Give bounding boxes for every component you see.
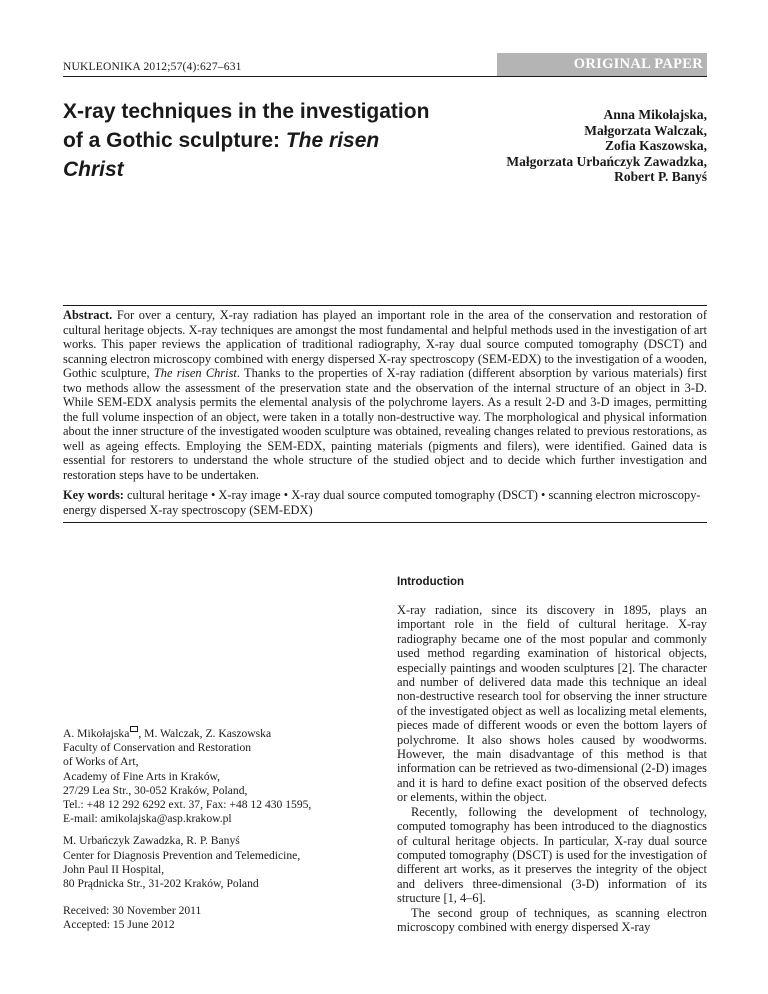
author-name: Małgorzata Walczak, (584, 122, 707, 138)
abstract-label: Abstract. (63, 308, 113, 322)
keywords-text: cultural heritage • X-ray image • X-ray dual source computed tomography (DSCT) • scanning electron microscopy-energy dispersed X-ray spectroscopy (SEM-EDX) (63, 488, 701, 517)
affiliation-line: Center for Diagnosis Prevention and Telemedicine, (63, 848, 301, 862)
author-name: Zofia Kaszowska, (604, 138, 707, 153)
affiliation-line: 80 Prądnicka Str., 31-202 Kraków, Poland (63, 877, 259, 891)
affiliation-line: Faculty of Conservation and Restoration (63, 741, 252, 755)
abstract (63, 308, 707, 482)
introduction-heading: Introduction (397, 576, 465, 588)
affiliations (63, 727, 373, 899)
paragraph: Recently, following the development of technology, computed tomography has been introduced to the diagnostics of cultural heritage objects. In particular, X-ray dual source computed tomography (DSCT) is used for the investigation of different art works, as it preserves the integrity of the object and delivers three-dimensional (3-D) information of its structure [1, 4–6]. (397, 804, 707, 906)
abstract-text-part-1: For over a century, X-ray radiation has played an important role in the area of the conservation and restoration of cultural heritage objects. X-ray techniques are amongst the most fundamental and helpful methods used in the investigation of art works. This paper reviews the application of traditional radiography, X-ray dual source computed tomography (DSCT) and scanning electron microscopy combined with energy dispersed X-ray spectroscopy (SEM-EDX) to the investigation of a wooden, Gothic sculpture, (63, 308, 707, 380)
author-name: Robert P. Banyś (614, 169, 707, 184)
affiliation-1 (63, 727, 373, 826)
accepted-date: Accepted: 15 June 2012 (63, 918, 175, 932)
title-line-2-prefix: of a Gothic sculpture: (63, 129, 286, 152)
author-name: Anna Mikołajska, (603, 107, 707, 122)
affiliation-authors (63, 727, 373, 741)
paper-type-label: ORIGINAL PAPER (573, 56, 703, 72)
keywords-label: Key words: (63, 488, 124, 502)
paragraph: X-ray radiation, since its discovery in 1895, plays an important role in the field of cultural heritage. X-ray radiography became one of the most popular and commonly used method regarding examination of historical objects, especially paintings and wooden sculptures [2]. The character and number of delivered data made this technique an ideal non-destructive research tool for observing the inner structure of the investigated object as well as localizing metal elements, pieces made of different woods or even the bottom layers of polychrome. It also shows holes caused by woodworms. However, the main disadvantage of this method is that information can be retrieved as two-dimensional (2-D) images and it is hard to define exact position of the observed defects or elements, within the object. (397, 603, 707, 805)
title-italic-part: The risen Christ (63, 129, 380, 181)
email-address: E-mail: amikolajska@asp.krakow.pl (63, 812, 232, 826)
paper-title (63, 97, 443, 184)
header-divider (63, 76, 707, 77)
author-list (506, 107, 707, 185)
corresponding-author: A. Mikołajska (63, 727, 130, 740)
envelope-icon (130, 726, 138, 732)
keywords-divider (63, 522, 707, 523)
co-authors: , M. Walczak, Z. Kaszowska (138, 727, 272, 740)
affiliation-line: Academy of Fine Arts in Kraków, (63, 769, 221, 783)
affiliation-authors: M. Urbańczyk Zawadzka, R. P. Banyś (63, 834, 240, 848)
keywords (63, 488, 707, 517)
journal-reference: NUKLEONIKA 2012;57(4):627–631 (63, 61, 242, 73)
paragraph: The second group of techniques, as scanning electron microscopy combined with energy dispersed X-ray (397, 905, 707, 934)
author-name: Małgorzata Urbańczyk Zawadzka, (506, 153, 707, 169)
affiliation-line: 27/29 Lea Str., 30-052 Kraków, Poland, (63, 783, 248, 797)
title-line-1: X-ray techniques in the investigation (63, 100, 430, 123)
affiliation-line: Tel.: +48 12 292 6292 ext. 37, Fax: +48 12 430 1595, (63, 798, 312, 812)
received-date: Received: 30 November 2011 (63, 904, 202, 917)
affiliation-line: John Paul II Hospital, (63, 862, 165, 876)
submission-dates (63, 904, 201, 933)
paper-type-badge (497, 53, 707, 76)
abstract-italic-title: The risen Christ (153, 366, 237, 380)
affiliation-2 (63, 834, 373, 891)
title-line-2 (63, 126, 443, 184)
abstract-text-part-2: . Thanks to the properties of X-ray radiation (different absorption by various materials) first two methods allow the assessment of the preservation state and the observation of the internal structure of an object in 3-D. While SEM-EDX analysis permits the elemental analysis of the polychrome layers. As a result 2-D and 3-D images, permitting the full volume inspection of an object, were taken in a totally non-destructive way. The morphological and physical information about the inner structure of the investigated wooden sculpture was obtained, revealing changes related to previous restorations, as well as ageing effects. Employing the SEM-EDX, painting materials (pigments and filers), were identified. Gained data is essential for restorers to understand the whole structure of the studied object and to decide which further investigation and restoration steps have to be undertaken. (63, 366, 707, 482)
affiliation-line: of Works of Art, (63, 755, 139, 769)
abstract-divider (63, 305, 707, 306)
introduction-body (397, 603, 707, 934)
